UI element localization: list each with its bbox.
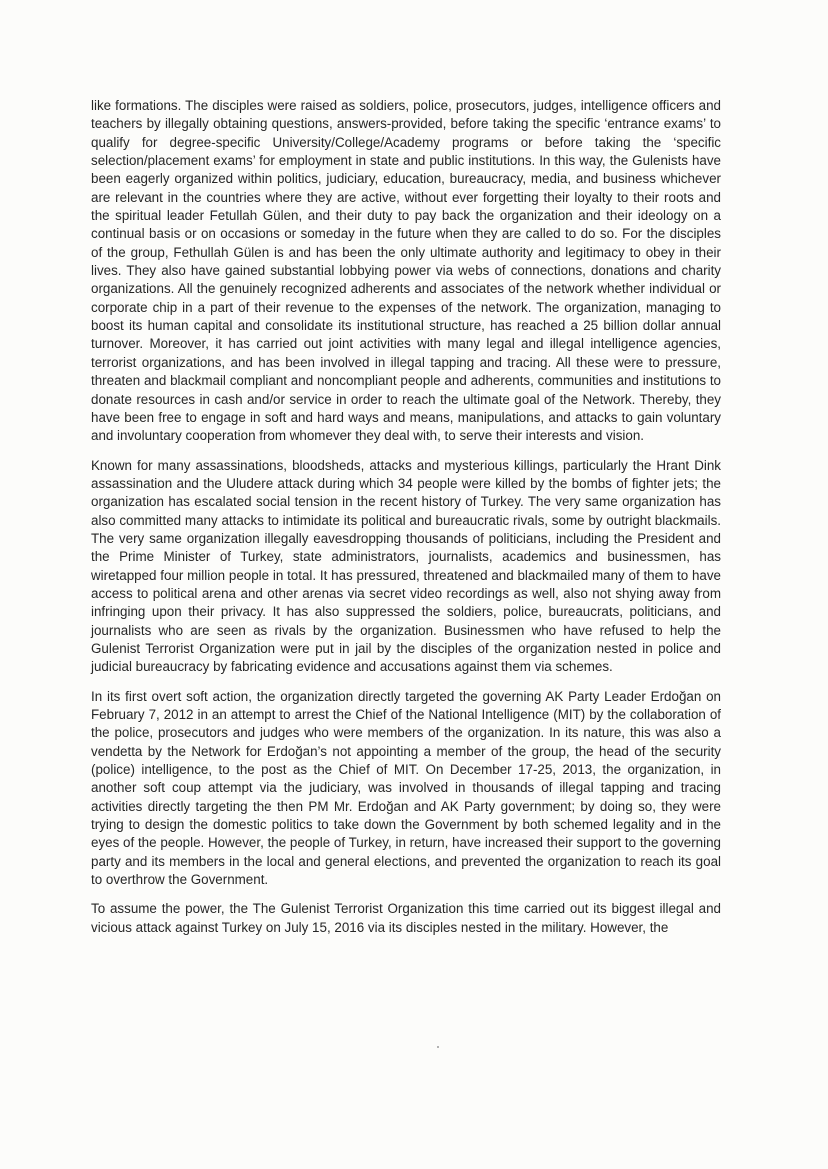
paragraph-assassinations-and-wiretapping: Known for many assassinations, bloodsheds, attacks and mysterious killings, particularly the Hrant Dink assassination and the Uludere attack during which 34 people were killed by the bombs of fighter jets; the organization has escalated social tension in the recent history of Turkey. The very same organization has also committed many attacks to intimidate its political and bureaucratic rivals, some by outright blackmails. The very same organization illegally eavesdropping thousands of politicians, including the President and the Prime Minister of Turkey, state administrators, journalists, academics and businessmen, has wiretapped four million people in total. It has pressured, threatened and blackmailed many of them to have access to political arena and other arenas via secret video recordings as well, also not shying away from infringing upon their privacy. It has also suppressed the soldiers, police, bureaucrats, politicians, and journalists who are seen as rivals by the organization. Businessmen who have refused to help the Gulenist Terrorist Organization were put in jail by the disciples of the organization nested in police and judicial bureaucracy by fabricating evidence and accusations against them via schemes. bbox=[91, 457, 721, 675]
paragraph-soft-coup-attempts: In its first overt soft action, the organization directly targeted the governing AK Party Leader Erdoğan on February 7, 2012 in an attempt to arrest the Chief of the National Intelligence (MIT) by the collaboration of the police, prosecutors and judges who were members of the organization. In its nature, this was also a vendetta by the Network for Erdoğan’s not appointing a member of the group, the head of the security (police) intelligence, to the post as the Chief of MIT. On December 17-25, 2013, the organization, in another soft coup attempt via the judiciary, was involved in thousands of illegal tapping and tracing activities directly targeting the then PM Mr. Erdoğan and AK Party government; by doing so, they were trying to design the domestic politics to take down the Government by both schemed legality and in the eyes of the people. However, the people of Turkey, in return, have increased their support to the governing party and its members in the local and general elections, and prevented the organization to reach its goal to overthrow the Government. bbox=[91, 688, 721, 888]
scan-speck bbox=[437, 1046, 439, 1048]
paragraph-july-15-attack: To assume the power, the The Gulenist Terrorist Organization this time carried out its biggest illegal and vicious attack against Turkey on July 15, 2016 via its disciples nested in the military. However, the bbox=[91, 901, 721, 935]
paragraph-gulenist-formations: like formations. The disciples were raised as soldiers, police, prosecutors, judges, intelligence officers and teachers by illegally obtaining questions, answers-provided, before taking the specific ‘entrance exams’ to qualify for degree-specific University/College/Academy programs or before taking the ‘specific selection/placement exams’ for employment in state and public institutions. In this way, the Gulenists have been eagerly organized within politics, judiciary, education, bureaucracy, media, and business whichever are relevant in the countries where they are active, without ever forgetting their loyalty to their roots and the spiritual leader Fetullah Gülen, and their duty to pay back the organization and their ideology on a continual basis or on occasions or someday in the future when they are called to do so. For the disciples of the group, Fethullah Gülen is and has been the only ultimate authority and legitimacy to obey in their lives. They also have gained substantial lobbying power via webs of connections, donations and charity organizations. All the genuinely recognized adherents and associates of the network whether individual or corporate chip in a part of their revenue to the expenses of the network. The organization, managing to boost its human capital and consolidate its institutional structure, has reached a 25 billion dollar annual turnover. Moreover, it has carried out joint activities with many legal and illegal intelligence agencies, terrorist organizations, and has been involved in illegal tapping and tracing. All these were to pressure, threaten and blackmail compliant and noncompliant people and adherents, communities and institutions to donate resources in cash and/or service in order to reach the ultimate goal of the Network. Thereby, they have been free to engage in soft and hard ways and means, manipulations, and attacks to gain voluntary and involuntary cooperation from whomever they deal with, to serve their interests and vision. bbox=[91, 98, 721, 444]
document-body bbox=[91, 97, 721, 948]
